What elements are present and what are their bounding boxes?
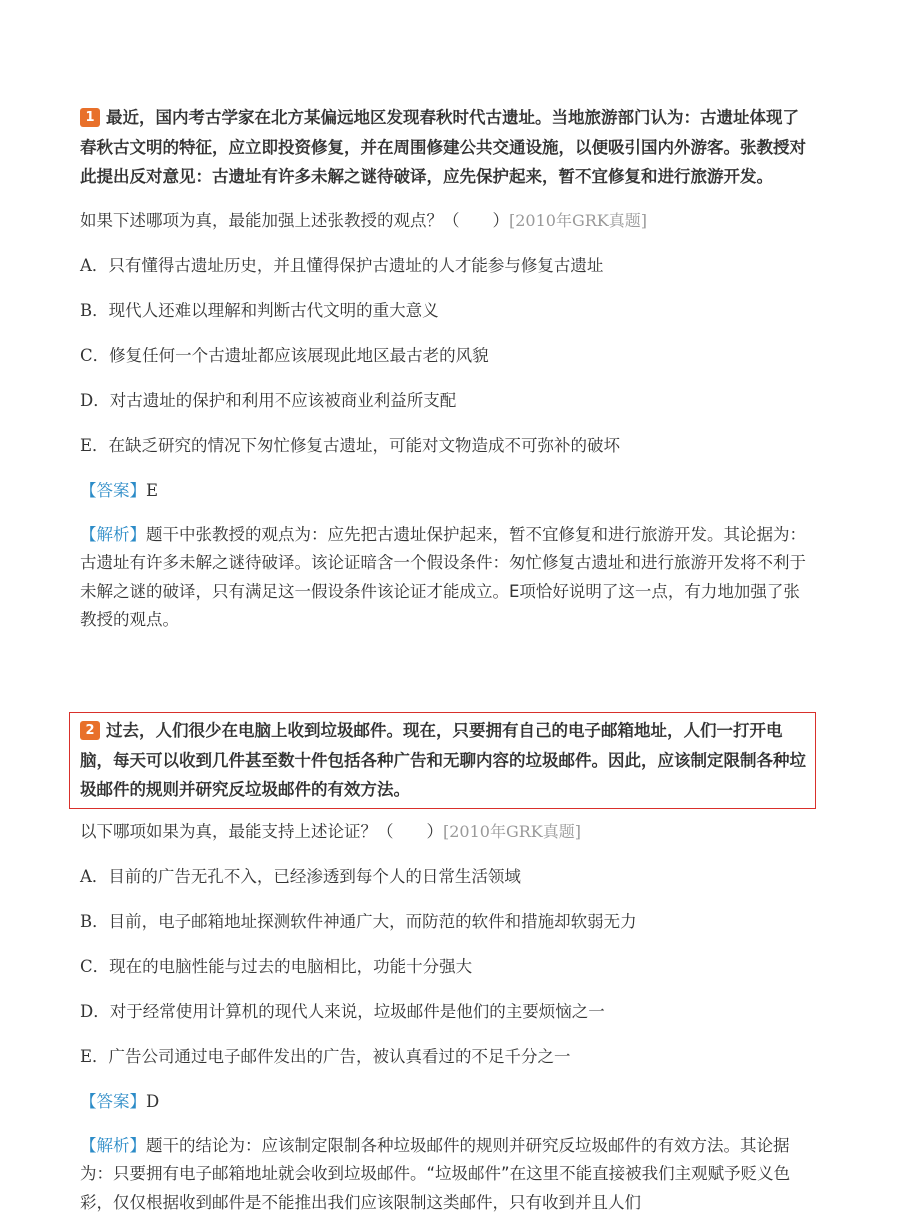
option-text: 广告公司通过电子邮件发出的广告，被认真看过的不足千分之一 xyxy=(109,1047,571,1066)
question-number-badge: 1 xyxy=(80,108,100,127)
analysis-text: 题干的结论为：应该制定限制各种垃圾邮件的规则并研究反垃圾邮件的有效方法。其论据为：只要拥有电子邮箱地址就会收到垃圾邮件。“垃圾邮件”在这里不能直接被我们主观赋予贬义色彩，仅仅根据收到邮件是不能推出我们应该限制这类邮件，只有收到并且人们 xyxy=(80,1136,790,1212)
prompt-text: 如果下述哪项为真，最能加强上述张教授的观点？（ ） xyxy=(80,211,509,230)
question-source: [2010年GRK真题] xyxy=(443,822,581,841)
option-b xyxy=(80,288,810,333)
answer-value: E xyxy=(146,481,158,500)
option-letter: E． xyxy=(80,1047,109,1066)
option-letter: A． xyxy=(80,867,108,886)
question-source: [2010年GRK真题] xyxy=(509,211,647,230)
option-text: 在缺乏研究的情况下匆忙修复古遗址，可能对文物造成不可弥补的破坏 xyxy=(109,436,621,455)
answer-value: D xyxy=(146,1092,159,1111)
option-letter: D． xyxy=(80,1002,110,1021)
answer-tag: 【答案】 xyxy=(80,481,146,500)
option-text: 目前，电子邮箱地址探测软件神通广大，而防范的软件和措施却软弱无力 xyxy=(109,912,637,931)
question-stem xyxy=(80,103,810,192)
option-letter: C． xyxy=(80,346,109,365)
prompt-text: 以下哪项如果为真，最能支持上述论证？（ ） xyxy=(80,822,443,841)
question-prompt xyxy=(80,809,810,854)
option-text: 对古遗址的保护和利用不应该被商业利益所支配 xyxy=(110,391,457,410)
option-letter: B． xyxy=(80,301,109,320)
question-stem-text: 过去，人们很少在电脑上收到垃圾邮件。现在，只要拥有自己的电子邮箱地址，人们一打开电脑，每天可以收到几件甚至数十件包括各种广告和无聊内容的垃圾邮件。因此，应该制定限制各种垃圾邮件的规则并研究反垃圾邮件的有效方法。 xyxy=(80,721,806,799)
option-d xyxy=(80,989,810,1034)
analysis-text: 题干中张教授的观点为：应先把古遗址保护起来，暂不宜修复和进行旅游开发。其论据为：古遗址有许多未解之谜待破译。该论证暗含一个假设条件：匆忙修复古遗址和进行旅游开发将不利于未解之谜的破译，只有满足这一假设条件该论证才能成立。E项恰好说明了这一点，有力地加强了张教授的观点。 xyxy=(80,525,806,630)
question-block xyxy=(80,103,810,635)
option-text: 对于经常使用计算机的现代人来说，垃圾邮件是他们的主要烦恼之一 xyxy=(110,1002,605,1021)
option-letter: C． xyxy=(80,957,109,976)
option-letter: D． xyxy=(80,391,110,410)
option-text: 现代人还难以理解和判断古代文明的重大意义 xyxy=(109,301,439,320)
question-block xyxy=(80,712,810,1217)
option-text: 目前的广告无孔不入，已经渗透到每个人的日常生活领域 xyxy=(108,867,521,886)
option-letter: A． xyxy=(80,256,108,275)
analysis-tag: 【解析】 xyxy=(80,525,146,544)
option-a xyxy=(80,854,810,899)
option-d xyxy=(80,378,810,423)
option-c xyxy=(80,333,810,378)
option-letter: E． xyxy=(80,436,109,455)
question-prompt xyxy=(80,198,810,243)
answer-line xyxy=(80,468,810,513)
question-stem-highlighted xyxy=(69,712,816,809)
analysis-paragraph xyxy=(80,521,810,635)
option-b xyxy=(80,899,810,944)
question-stem-text: 最近，国内考古学家在北方某偏远地区发现春秋时代古遗址。当地旅游部门认为：古遗址体现了春秋古文明的特征，应立即投资修复，并在周围修建公共交通设施，以便吸引国内外游客。张教授对此提出反对意见：古遗址有许多未解之谜待破译，应先保护起来，暂不宜修复和进行旅游开发。 xyxy=(80,108,806,186)
option-text: 现在的电脑性能与过去的电脑相比，功能十分强大 xyxy=(109,957,472,976)
analysis-tag: 【解析】 xyxy=(80,1136,146,1155)
option-letter: B． xyxy=(80,912,109,931)
option-a xyxy=(80,243,810,288)
option-e xyxy=(80,1034,810,1079)
question-number-badge: 2 xyxy=(80,721,100,740)
option-text: 只有懂得古遗址历史，并且懂得保护古遗址的人才能参与修复古遗址 xyxy=(108,256,603,275)
analysis-paragraph xyxy=(80,1132,810,1217)
answer-tag: 【答案】 xyxy=(80,1092,146,1111)
option-text: 修复任何一个古遗址都应该展现此地区最古老的风貌 xyxy=(109,346,489,365)
option-c xyxy=(80,944,810,989)
option-e xyxy=(80,423,810,468)
answer-line xyxy=(80,1079,810,1124)
